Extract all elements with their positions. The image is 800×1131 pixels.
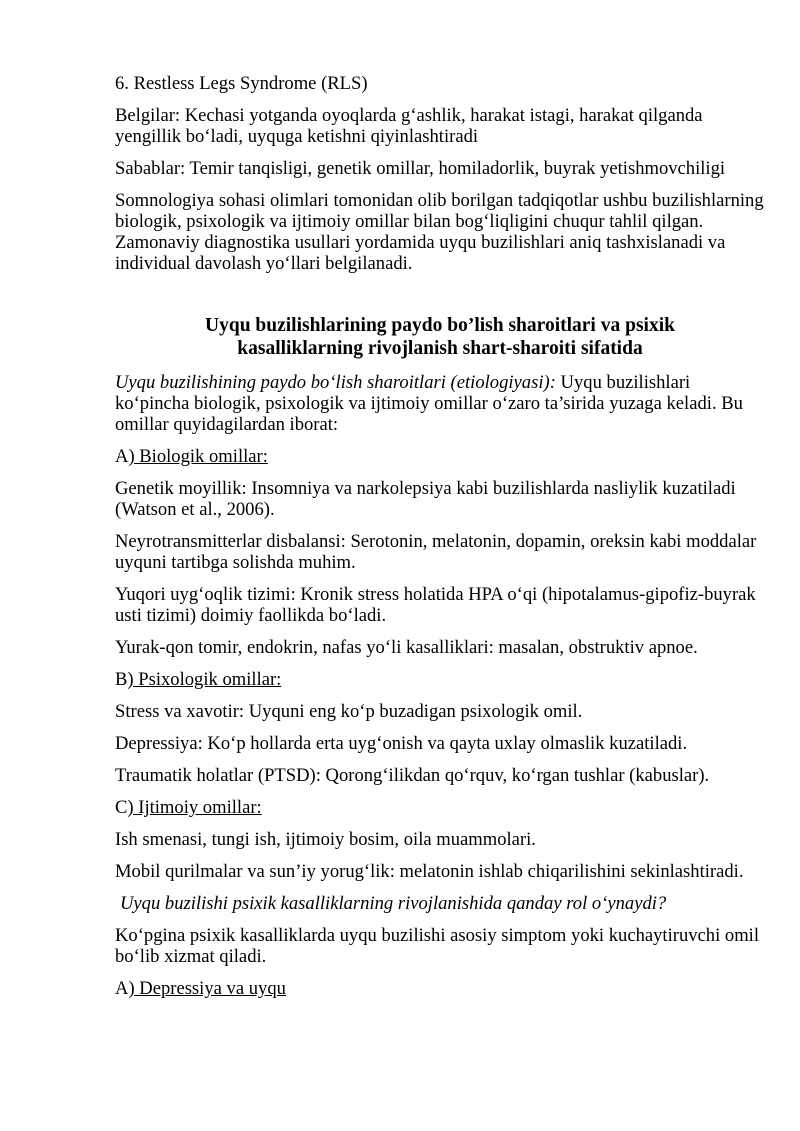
social-label: ) Ijtimoiy omillar: xyxy=(127,797,262,818)
psychological-label: ) Psixologik omillar: xyxy=(127,669,282,690)
biological-factors-heading xyxy=(115,446,765,467)
biological-label: ) Biologik omillar: xyxy=(128,446,268,467)
etiology-intro-italic: Uyqu buzilishining paydo bo‘lish sharoitlari (etiologiyasi): xyxy=(115,372,556,393)
somnology-summary: Somnologiya sohasi olimlari tomonidan olib borilgan tadqiqotlar ushbu buzilishlarning biologik, psixologik va ijtimoiy omillar bilan bog‘liqligini chuqur tahlil qilgan. Zamonaviy diagnostika usullari yordamida uyqu buzilishlari aniq tashxislanadi va individual davolash yo‘llari belgilanadi. xyxy=(115,190,764,274)
section-heading xyxy=(115,314,765,360)
biological-item: Genetik moyillik: Insomniya va narkolepsiya kabi buzilishlarda nasliylik kuzatiladi (Watson et al., 2006). xyxy=(115,478,736,520)
psychological-item: Depressiya: Ko‘p hollarda erta uyg‘onish va qayta uxlay olmaslik kuzatiladi. xyxy=(115,733,688,754)
etiology-intro-text: Uyqu buzilishlari ko‘pincha biologik, psixologik va ijtimoiy omillar o‘zaro ta’sirida yuzaga keladi. Bu omillar quyidagilardan iborat: xyxy=(115,372,743,435)
rls-causes: Sabablar: Temir tanqisligi, genetik omillar, homiladorlik, buyrak yetishmovchiligi xyxy=(115,158,726,179)
rls-title: 6. Restless Legs Syndrome (RLS) xyxy=(115,73,368,94)
biological-item: Neyrotransmitterlar disbalansi: Serotonin, melatonin, dopamin, oreksin kabi moddalar uyquni tartibga solishda muhim. xyxy=(115,531,757,573)
biological-item: Yuqori uyg‘oqlik tizimi: Kronik stress holatida HPA o‘qi (hipotalamus-gipofiz-buyrak usti tizimi) doimiy faollikda bo‘ladi. xyxy=(115,584,756,626)
social-prefix: C xyxy=(115,797,128,818)
psychological-factors-heading xyxy=(115,669,765,690)
depression-heading xyxy=(115,978,765,999)
section-heading-line2: kasalliklarning rivojlanish shart-sharoiti sifatida xyxy=(237,338,643,359)
psychological-item: Stress va xavotir: Uyquni eng ko‘p buzadigan psixologik omil. xyxy=(115,701,583,722)
psychological-prefix: B xyxy=(115,669,128,690)
social-item: Ish smenasi, tungi ish, ijtimoiy bosim, oila muammolari. xyxy=(115,829,536,850)
role-answer: Ko‘pgina psixik kasalliklarda uyqu buzilishi asosiy simptom yoki kuchaytiruvchi omil bo‘lib xizmat qiladi. xyxy=(115,925,759,967)
rls-symptoms: Belgilar: Kechasi yotganda oyoqlarda g‘ashlik, harakat istagi, harakat qilganda yengillik bo‘ladi, uyquga ketishni qiyinlashtiradi xyxy=(115,105,703,147)
depression-label: ) Depressiya va uyqu xyxy=(128,978,286,999)
role-question: Uyqu buzilishi psixik kasalliklarning rivojlanishida qanday rol o‘ynaydi? xyxy=(120,893,667,914)
depression-prefix: A xyxy=(115,978,129,999)
biological-prefix: A xyxy=(115,446,129,467)
psychological-item: Traumatik holatlar (PTSD): Qorong‘ilikdan qo‘rquv, ko‘rgan tushlar (kabuslar). xyxy=(115,765,710,786)
section-heading-line1: Uyqu buzilishlarining paydo bo’lish sharoitlari va psixik xyxy=(205,315,675,336)
social-factors-heading xyxy=(115,797,765,818)
etiology-intro xyxy=(115,372,765,435)
biological-item: Yurak-qon tomir, endokrin, nafas yo‘li kasalliklari: masalan, obstruktiv apnoe. xyxy=(115,637,698,658)
social-item: Mobil qurilmalar va sun’iy yorug‘lik: melatonin ishlab chiqarilishini sekinlashtiradi. xyxy=(115,861,744,882)
document-page xyxy=(115,73,765,1010)
